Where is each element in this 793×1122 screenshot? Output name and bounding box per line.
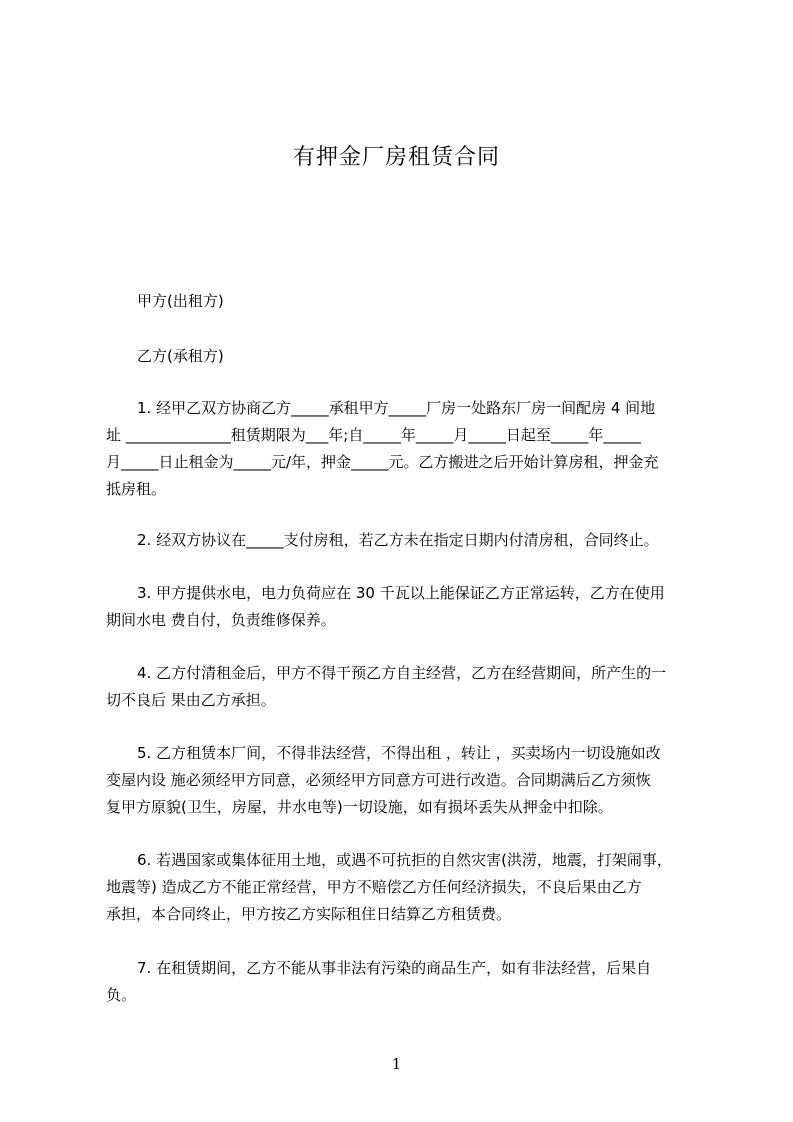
party-a-label: 甲方(出租方) [137, 292, 224, 310]
page-number: 1 [391, 1055, 402, 1073]
clause-line: 7. 在租赁期间，乙方不能从事非法有污染的商品生产，如有非法经营，后果自 [137, 959, 652, 977]
clause-line: 承担，本合同终止，甲方按乙方实际租住日结算乙方租赁费。 [106, 905, 512, 923]
clause-line: 4. 乙方付清租金后，甲方不得干预乙方自主经营，乙方在经营期间，所产生的一 [137, 664, 667, 682]
clause-line: 3. 甲方提供水电，电力负荷应在 30 千瓦以上能保证乙方正常运转，乙方在使用 [137, 584, 665, 602]
clause-line: 抵房租。 [106, 480, 167, 498]
clause-3 [106, 580, 706, 634]
clause-4 [106, 660, 706, 714]
clause-line: 复甲方原貌(卫生，房屋，井水电等)一切设施，如有损坏丢失从押金中扣除。 [106, 798, 613, 816]
clause-line: 2. 经双方协议在_____支付房租，若乙方未在指定日期内付清房租，合同终止。 [137, 531, 659, 549]
clause-line: 月_____日止租金为_____元/年，押金_____元。乙方搬进之后开始计算房租，押金充 [106, 453, 659, 471]
clause-line: 负。 [106, 986, 137, 1004]
clause-line: 6. 若遇国家或集体征用土地，或遇不可抗拒的自然灾害(洪涝，地震，打架闹事， [137, 851, 672, 869]
clause-line: 5. 乙方租赁本厂间，不得非法经营，不得出租 ，转让 ，买卖场内一切设施如改 [137, 744, 661, 762]
clause-line: 地震等) 造成乙方不能正常经营，甲方不赔偿乙方任何经济损失，不良后果由乙方 [106, 878, 642, 896]
clause-7 [106, 955, 706, 1009]
document-title: 有押金厂房租赁合同 [292, 145, 500, 170]
clause-1 [106, 395, 706, 503]
clause-line: 切不良后 果由乙方承担。 [106, 691, 276, 709]
clause-line: 址 ______________租赁期限为___年;自_____年_____月_____日起至_____年_____ [106, 426, 641, 444]
clause-6 [106, 847, 706, 928]
clause-2 [106, 527, 706, 554]
clause-line: 变屋内设 施必须经甲方同意，必须经甲方同意方可进行改造。合同期满后乙方须恢 [106, 771, 651, 789]
party-b-label: 乙方(承租方) [137, 347, 224, 365]
clause-line: 期间水电 费自付，负责维修保养。 [106, 611, 336, 629]
clause-line: 1. 经甲乙双方协商乙方_____承租甲方_____厂房一处路东厂房一间配房 4 间地 [137, 399, 656, 417]
clause-5 [106, 740, 706, 821]
